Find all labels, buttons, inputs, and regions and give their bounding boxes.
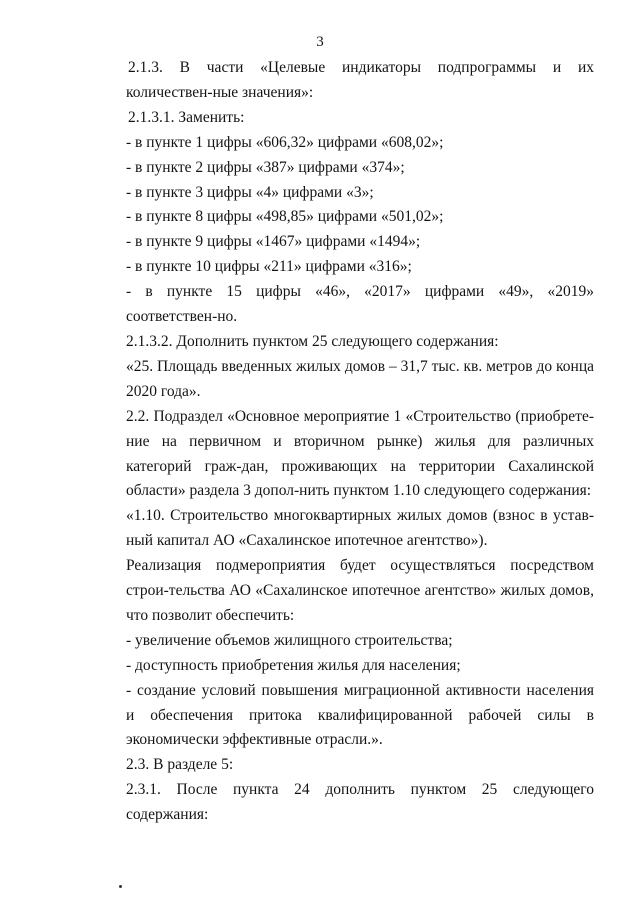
paragraph-2-1-3-2: 2.1.3.2. Дополнить пунктом 25 следующего содержания:: [126, 332, 499, 350]
list-item-point-3: - в пункте 3 цифры «4» цифрами «3»;: [126, 183, 374, 201]
quote-item-1-10: «1.10. Строительство многоквартирных жилых домов (взнос в устав-ный капитал АО «Сахалинское ипотечное агентство»).: [126, 507, 594, 550]
list-item-migration-conditions: - создание условий повышения миграционной активности населения и обеспечения притока квалифицированной рабочей силы в экономически эффективные отрасли.».: [126, 681, 594, 749]
scan-speck: [119, 885, 122, 888]
list-item-construction-volume: - увеличение объемов жилищного строительства;: [126, 631, 453, 649]
paragraph-2-2: 2.2. Подраздел «Основное мероприятие 1 «Строительство (приобрете-ние на первичном и вторичном рынке) жилья для различных категорий граж-дан, проживающих на территории Сахалинской области» раздела 3 допол-нить пунктом 1.10 следующего содержания:: [126, 407, 594, 500]
list-item-point-2: - в пункте 2 цифры «387» цифрами «374»;: [126, 158, 405, 176]
list-item-point-10: - в пункте 10 цифры «211» цифрами «316»;: [126, 258, 412, 276]
list-item-point-1: - в пункте 1 цифры «606,32» цифрами «608,02»;: [126, 133, 444, 151]
list-item-point-15: - в пункте 15 цифры «46», «2017» цифрами «49», «2019» соответствен-но.: [126, 283, 594, 326]
paragraph-2-3-1: 2.3.1. После пункта 24 дополнить пунктом 25 следующего содержания:: [126, 781, 594, 824]
paragraph-implementation: Реализация подмероприятия будет осуществляться посредством строи-тельства АО «Сахалинское ипотечное агентство» жилых домов, что позволит обеспечить:: [126, 557, 594, 624]
paragraph-2-1-3-1: 2.1.3.1. Заменить:: [128, 108, 245, 126]
list-item-point-9: - в пункте 9 цифры «1467» цифрами «1494»;: [126, 233, 421, 251]
paragraph-2-3: 2.3. В разделе 5:: [126, 756, 234, 774]
list-item-point-8: - в пункте 8 цифры «498,85» цифрами «501,02»;: [126, 208, 444, 226]
quote-item-25: «25. Площадь введенных жилых домов – 31,7 тыс. кв. метров до конца 2020 года».: [126, 357, 594, 400]
paragraph-2-1-3: 2.1.3. В части «Целевые индикаторы подпрограммы и их количествен-ные значения»:: [126, 59, 594, 101]
page-number: 3: [316, 34, 324, 50]
document-body: [126, 56, 594, 828]
list-item-housing-availability: - доступность приобретения жилья для населения;: [126, 656, 461, 674]
